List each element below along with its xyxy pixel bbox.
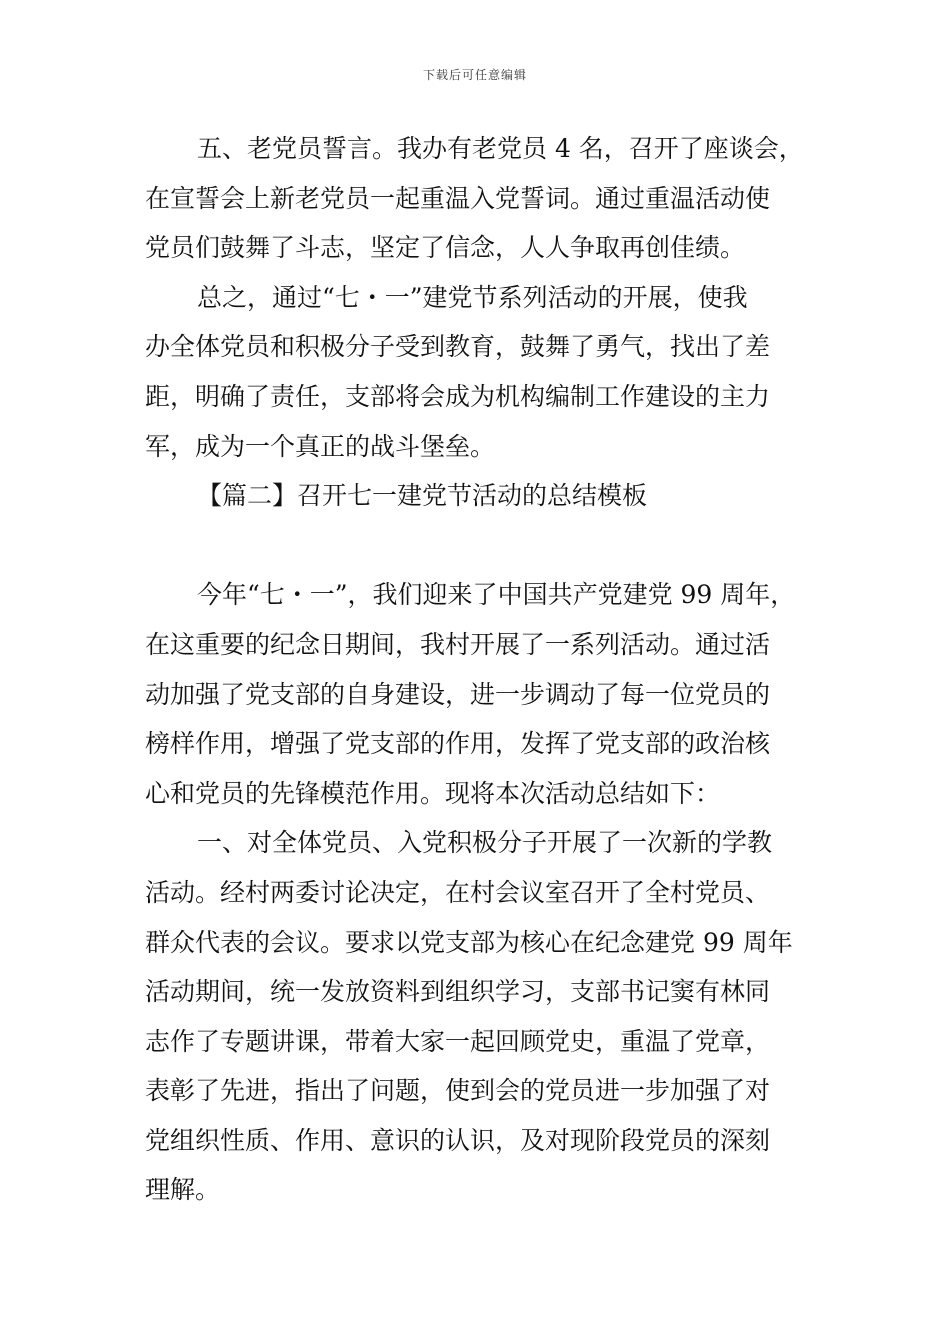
text-line: 理解。 <box>145 1175 221 1205</box>
text-line: 心和党员的先锋模范作用。现将本次活动总结如下： <box>145 778 721 808</box>
text-line: 志作了专题讲课，带着大家一起回顾党史，重温了党章， <box>145 1026 771 1056</box>
text-line: 党员们鼓舞了斗志，坚定了信念，人人争取再创佳绩。 <box>145 233 746 263</box>
blank-line <box>145 521 805 571</box>
text-line: 表彰了先进，指出了问题，使到会的党员进一步加强了对 <box>145 1076 771 1106</box>
text-line: 在这重要的纪念日期间，我村开展了一系列活动。通过活 <box>145 629 771 659</box>
text-line: 总之，通过“七・一”建党节系列活动的开展，使我 <box>197 282 748 312</box>
text-line: 距，明确了责任，支部将会成为机构编制工作建设的主力 <box>145 381 771 411</box>
page-header-note: 下载后可任意编辑 <box>422 68 527 82</box>
text-line: 办全体党员和积极分子受到教育，鼓舞了勇气，找出了差 <box>145 332 771 362</box>
text-line: 党组织性质、作用、意识的认识，及对现阶段党员的深刻 <box>145 1125 771 1155</box>
text-line: 榜样作用，增强了党支部的作用，发挥了党支部的政治核 <box>145 729 771 759</box>
text-line: 活动。经村两委讨论决定，在村会议室召开了全村党员、 <box>145 877 771 907</box>
text-line: 今年“七・一”，我们迎来了中国共产党建党 99 周年， <box>197 580 796 610</box>
document-body <box>145 124 805 1215</box>
text-line: 动加强了党支部的自身建设，进一步调动了每一位党员的 <box>145 679 771 709</box>
text-line: 群众代表的会议。要求以党支部为核心在纪念建党 99 周年 <box>145 927 793 957</box>
text-line: 军，成为一个真正的战斗堡垒。 <box>145 431 496 461</box>
text-line: 五、老党员誓言。我办有老党员 4 名，召开了座谈会， <box>197 134 804 163</box>
text-line: 活动期间，统一发放资料到组织学习，支部书记窦有林同 <box>145 977 771 1007</box>
text-line: 一、对全体党员、入党积极分子开展了一次新的学教 <box>197 828 773 858</box>
text-line: 在宣誓会上新老党员一起重温入党誓词。通过重温活动使 <box>145 183 771 213</box>
section-heading: 【篇二】召开七一建党节活动的总结模板 <box>197 481 648 511</box>
